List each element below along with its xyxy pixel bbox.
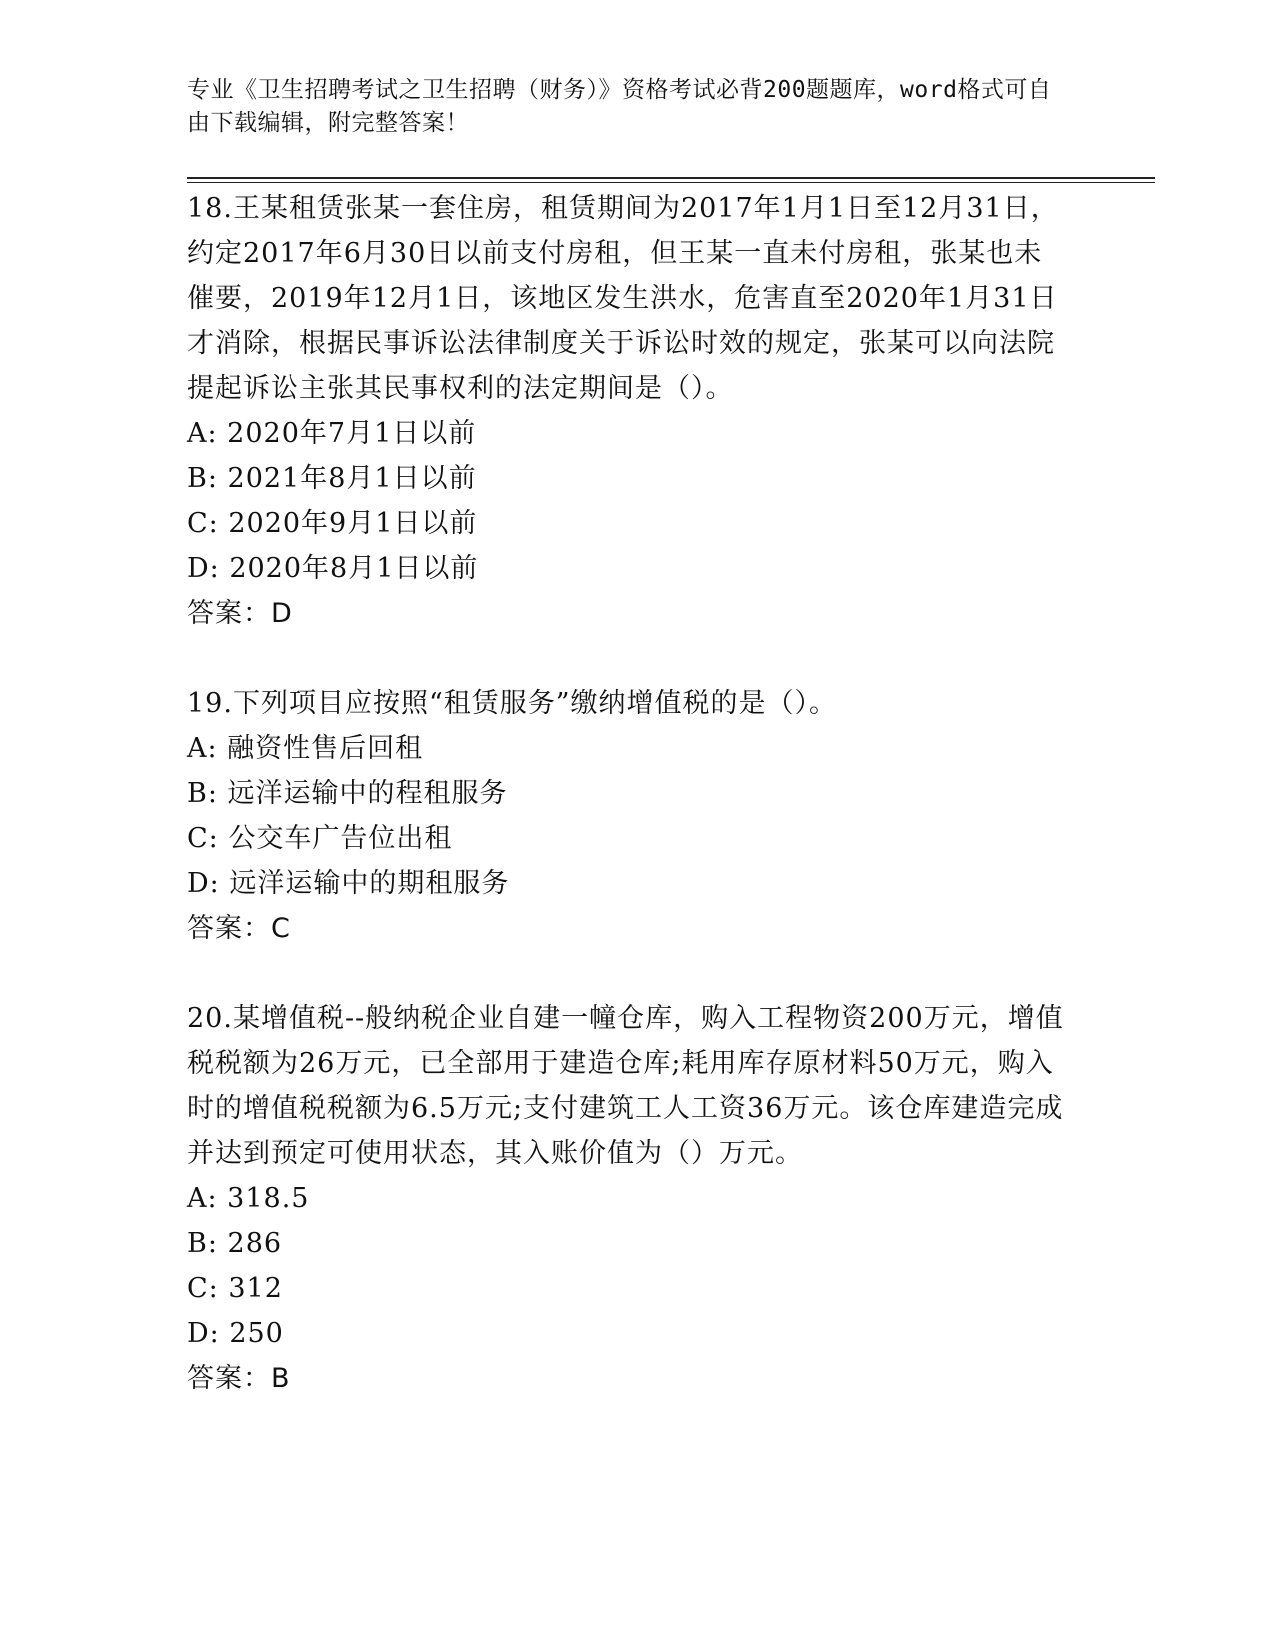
option-b: B: 远洋运输中的程租服务 [187, 778, 508, 809]
option-c: C: 312 [187, 1273, 283, 1304]
question-list [187, 186, 1067, 1401]
question-spacer [187, 636, 1067, 681]
option-d: D: 2020年8月1日以前 [187, 553, 479, 584]
header-divider [187, 177, 1155, 183]
option-b: B: 2021年8月1日以前 [187, 463, 477, 494]
question-stem: 19.下列项目应按照“租赁服务”缴纳增值税的是（）。 [187, 688, 838, 719]
question-stem: 18.王某租赁张某一套住房，租赁期间为2017年1月1日至12月31日，约定2017年6月30日以前支付房租，但王某一直未付房租，张某也未催要，2019年12月1日，该地区发生洪水，危害直至2020年1月31日才消除，根据民事诉讼法律制度关于诉讼时效的规定，张某可以向法院提起诉讼主张其民事权利的法定期间是（）。 [187, 193, 1059, 404]
option-a: A: 318.5 [187, 1183, 310, 1214]
answer-line: 答案：C [187, 913, 291, 944]
question-stem: 20.某增值税--般纳税企业自建一幢仓库，购入工程物资200万元，增值税税额为26万元，已全部用于建造仓库;耗用库存原材料50万元，购入时的增值税税额为6.5万元;支付建筑工人工资36万元。该仓库建造完成并达到预定可使用状态，其入账价值为（）万元。 [187, 1003, 1064, 1169]
option-b: B: 286 [187, 1228, 283, 1259]
option-a: A: 融资性售后回租 [187, 733, 424, 764]
question-18 [187, 186, 1067, 636]
question-spacer [187, 951, 1067, 996]
answer-line: 答案：D [187, 598, 293, 629]
option-c: C: 公交车广告位出租 [187, 823, 453, 854]
option-c: C: 2020年9月1日以前 [187, 508, 478, 539]
question-19 [187, 681, 1067, 951]
page-header: 专业《卫生招聘考试之卫生招聘（财务）》资格考试必背200题题库，word格式可自由下载编辑，附完整答案！ [187, 77, 1052, 136]
option-d: D: 250 [187, 1318, 284, 1349]
option-d: D: 远洋运输中的期租服务 [187, 868, 510, 899]
answer-line: 答案：B [187, 1363, 291, 1394]
option-a: A: 2020年7月1日以前 [187, 418, 477, 449]
question-20 [187, 996, 1067, 1401]
